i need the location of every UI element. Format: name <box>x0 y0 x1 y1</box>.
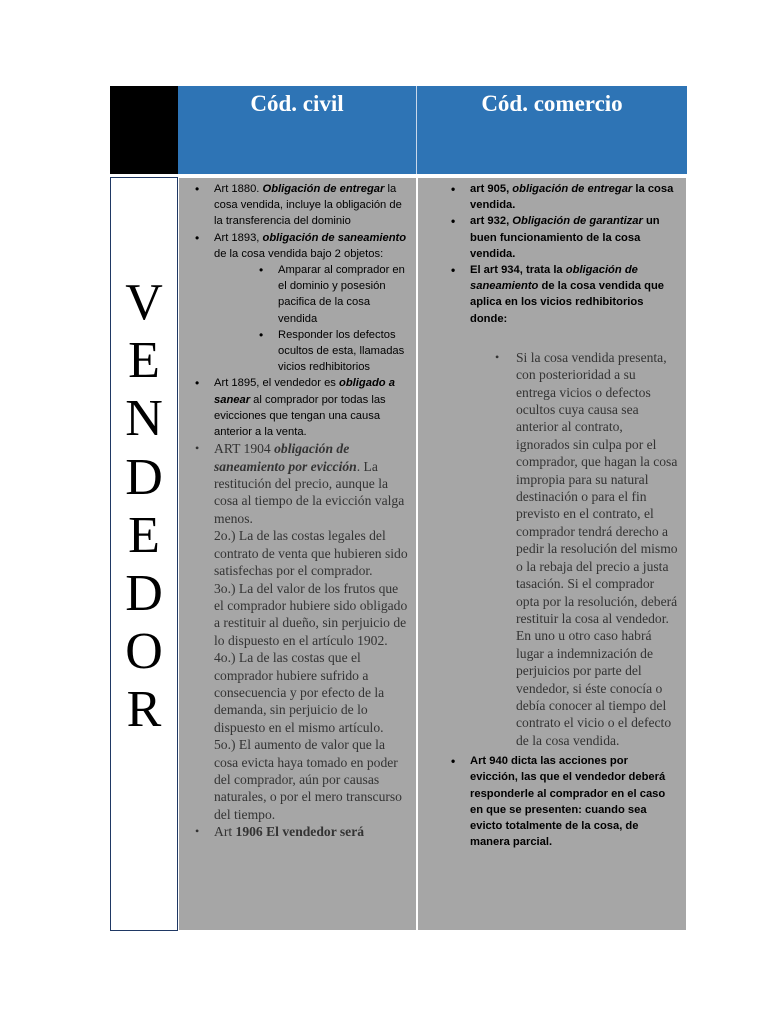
article-text: . La restitución del precio, aunque la cosa al tiempo de la evicción valga menos. <box>214 458 405 526</box>
list-item <box>214 230 412 376</box>
side-letter: E <box>128 332 160 390</box>
list-item <box>516 349 678 749</box>
emphasis-text: Obligación de garantizar <box>512 215 643 228</box>
header-civil-label: Cód. civil <box>250 91 344 116</box>
article-ref: Art 1893, <box>214 231 263 244</box>
paragraph-2: 2o.) La de las costas legales del contrato de venta que hubieren sido satisfechas por el comprador. <box>214 528 408 579</box>
corner-cell <box>110 86 178 174</box>
article-ref: Art 1880. <box>214 183 263 195</box>
article-text: de la cosa vendida bajo 2 objetos: <box>214 247 384 260</box>
list-item <box>470 262 678 327</box>
list-item <box>214 823 410 840</box>
civil-content-cell <box>178 177 417 931</box>
emphasis-text: obligación de saneamiento <box>262 231 407 244</box>
comercio-content-cell <box>417 177 687 931</box>
paragraph-3: 3o.) La del valor de los frutos que el comprador hubiere sido obligado a restituir al dueño, sin perjuicio de lo dispuesto en el artículo 1902. <box>214 580 408 648</box>
article-ref: El art 934, trata la <box>470 264 566 277</box>
paragraph-4: 4o.) La de las costas que el comprador hubiere sufrido a consecuencia y por efecto de la demanda, sin perjuicio de lo dispuesto en el mismo artículo. <box>214 650 385 735</box>
emphasis-text: obligación de saneamiento por evicción <box>214 441 357 474</box>
civil-article-list <box>179 181 416 440</box>
list-item: • Responder los defectos ocultos de esta, llamadas vicios redhibitorios <box>278 327 412 376</box>
emphasis-text: obligado a sanear <box>214 377 395 406</box>
article-ref: art 905, <box>470 183 513 195</box>
paragraph-5: 5o.) El aumento de valor que la cosa evicta haya tomado en poder del comprador, aún por causas naturales, o por el mero transcurso del tiempo. <box>214 737 402 822</box>
article-text: un buen funcionamiento de la cosa vendida. <box>470 215 660 260</box>
list-item <box>470 181 678 213</box>
side-letter: O <box>125 623 163 681</box>
vicio-paragraph-1: Si la cosa vendida presenta, con posterioridad a su entrega vicios o defectos ocultos cuya causa sea anterior al contrato, ignorados sin culpa por el comprador, que hagan la cosa impropia para su natural destinación o para el fin previsto en el contrato, el comprador tendrá derecho a pedir la resolución del mismo o la rebaja del precio a justa tasación. Si el comprador opta por la resolución, deberá restituir la cosa al vendedor. <box>516 349 678 626</box>
vicios-list <box>418 349 686 749</box>
emphasis-text: Obligación de entregar <box>262 183 385 195</box>
side-letter: D <box>125 448 163 506</box>
header-comercio-label: Cód. comercio <box>481 91 623 116</box>
article-text: la cosa vendida. <box>470 183 674 212</box>
list-item <box>214 181 412 230</box>
list-item <box>214 440 410 823</box>
side-letter: D <box>125 565 163 623</box>
article-text: de la cosa vendida que aplica en los vicios redhibitorios donde: <box>470 280 664 325</box>
list-item: • Amparar al comprador en el dominio y posesión pacifica de la cosa vendida <box>278 262 412 327</box>
article-text: la cosa vendida, incluye la obligación de la transferencia del dominio <box>214 183 402 228</box>
list-item <box>470 213 678 262</box>
side-letter: R <box>126 681 162 739</box>
civil-1904-list <box>179 440 416 840</box>
vicio-paragraph-2: En uno u otro caso habrá lugar a indemnización de perjuicios por parte del vendedor, si éste conocía o debía conocer al tiempo del contrato el vicio o el defecto de la cosa vendida. <box>516 628 672 748</box>
comercio-940-list <box>418 753 686 850</box>
article-ref: Art 1895, el vendedor es <box>214 377 340 390</box>
emphasis-text: 1906 El vendedor será <box>235 824 365 840</box>
article-text: al comprador por todas las evicciones que tengan una causa anterior a la venta. <box>214 393 386 439</box>
header-cod-civil <box>178 86 417 174</box>
list-item: • Art 940 dicta las acciones por evicción, las que el vendedor deberá responderle al comprador en el caso en que se presenten: cuando sea evicto totalmente de la cosa, de manera parcial. <box>470 753 678 850</box>
comercio-article-list <box>418 181 686 327</box>
article-ref: ART 1904 <box>214 441 275 457</box>
vendedor-vertical-text <box>111 274 177 740</box>
emphasis-text: obligación de entregar <box>512 183 633 195</box>
header-cod-comercio <box>417 86 687 174</box>
comparison-table <box>110 86 687 931</box>
vendedor-label-cell <box>110 177 178 931</box>
sub-list <box>214 262 412 375</box>
article-ref: Art <box>214 824 236 840</box>
list-item <box>214 375 412 440</box>
side-letter: E <box>128 506 160 564</box>
article-ref: art 932, <box>470 215 513 228</box>
emphasis-text: obligación de saneamiento <box>470 264 638 293</box>
side-letter: N <box>125 390 163 448</box>
side-letter: V <box>125 274 163 331</box>
